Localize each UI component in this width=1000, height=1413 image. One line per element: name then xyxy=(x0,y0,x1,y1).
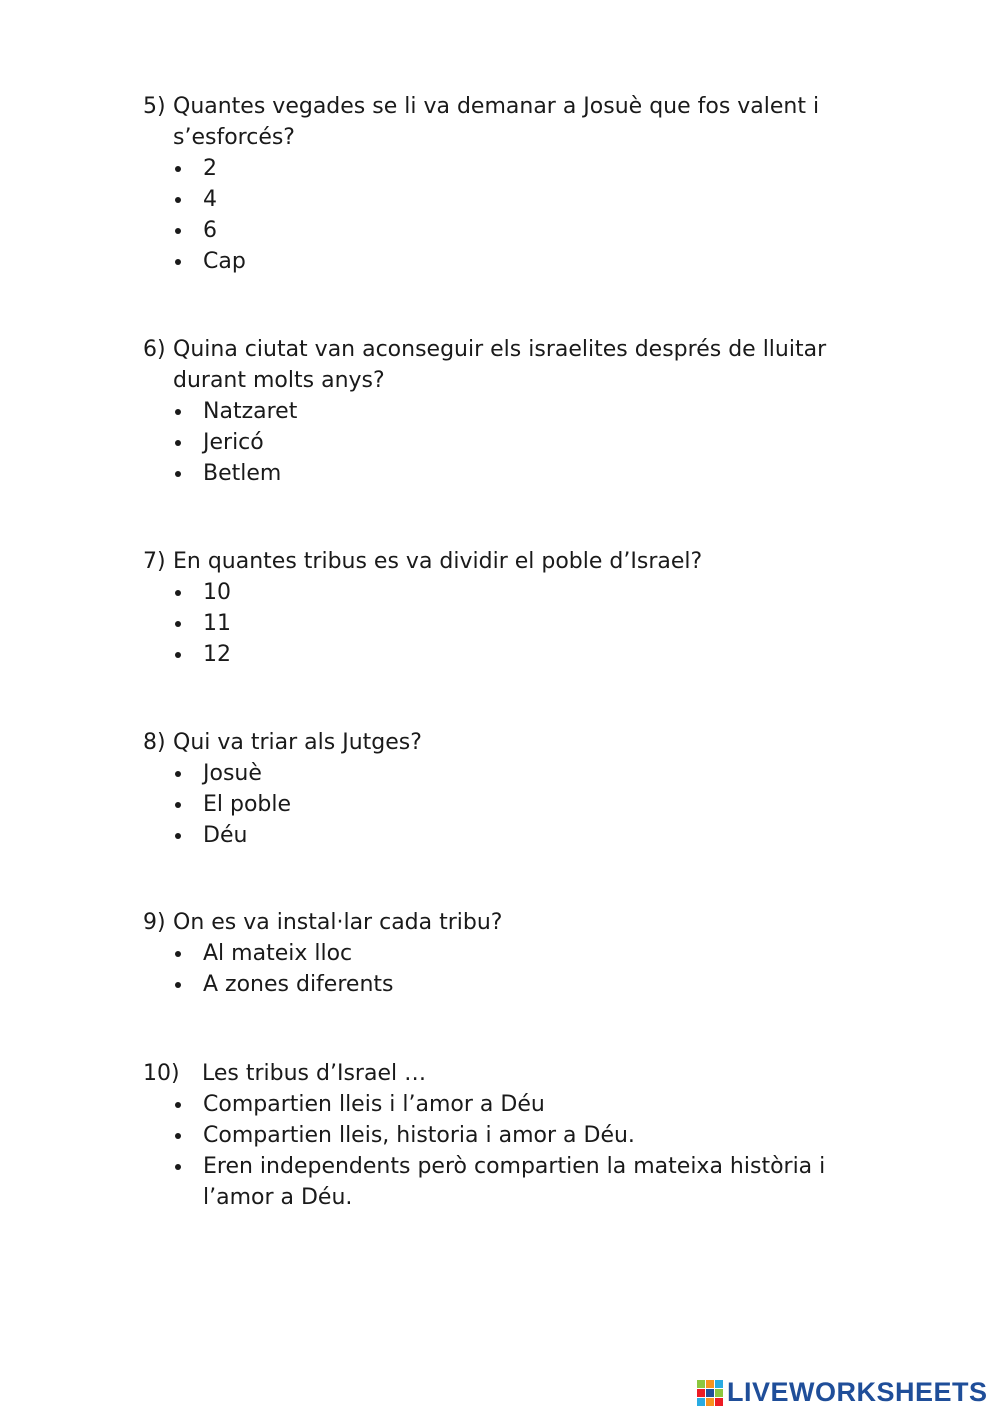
question-number: 9) xyxy=(143,910,166,935)
option-item[interactable]: 4 xyxy=(143,184,883,215)
option-list xyxy=(143,938,883,1000)
question-9 xyxy=(143,907,883,1000)
option-item[interactable]: El poble xyxy=(143,789,883,820)
question-number: 5) xyxy=(143,94,166,119)
question-text: Qui va triar als Jutges? xyxy=(173,730,422,755)
liveworksheets-logo-icon xyxy=(697,1380,723,1406)
option-item[interactable]: Compartien lleis i l’amor a Déu xyxy=(143,1089,883,1120)
question-text: Les tribus d’Israel … xyxy=(202,1061,427,1086)
option-item[interactable]: 11 xyxy=(143,608,883,639)
option-list xyxy=(143,396,883,489)
option-item[interactable]: A zones diferents xyxy=(143,969,883,1000)
question-text: Quina ciutat van aconseguir els israelites després de lluitar durant molts anys? xyxy=(173,337,827,393)
option-list xyxy=(143,577,883,670)
option-item[interactable]: Natzaret xyxy=(143,396,883,427)
question-10 xyxy=(143,1058,883,1213)
option-item[interactable]: Cap xyxy=(143,246,883,277)
question-number: 10) xyxy=(143,1061,180,1086)
question-text: En quantes tribus es va dividir el poble d’Israel? xyxy=(173,549,703,574)
option-item[interactable]: 12 xyxy=(143,639,883,670)
option-list xyxy=(143,1089,883,1213)
brand-name: LIVEWORKSHEETS xyxy=(727,1377,988,1407)
option-item[interactable]: 6 xyxy=(143,215,883,246)
option-item[interactable]: 2 xyxy=(143,153,883,184)
option-item[interactable]: Jericó xyxy=(143,427,883,458)
option-item[interactable]: Josuè xyxy=(143,758,883,789)
question-5 xyxy=(143,91,883,277)
question-number: 7) xyxy=(143,549,166,574)
option-item[interactable]: Déu xyxy=(143,820,883,851)
question-text: On es va instal·lar cada tribu? xyxy=(173,910,503,935)
question-text: Quantes vegades se li va demanar a Josuè que fos valent i s’esforcés? xyxy=(173,94,820,150)
question-7 xyxy=(143,546,883,670)
liveworksheets-brand[interactable] xyxy=(697,1377,988,1408)
question-number: 8) xyxy=(143,730,166,755)
option-item[interactable]: Eren independents però compartien la mateixa història i l’amor a Déu. xyxy=(143,1151,883,1213)
option-item[interactable]: Al mateix lloc xyxy=(143,938,883,969)
option-item[interactable]: Betlem xyxy=(143,458,883,489)
option-list xyxy=(143,153,883,277)
option-list xyxy=(143,758,883,851)
option-item[interactable]: 10 xyxy=(143,577,883,608)
question-8 xyxy=(143,727,883,851)
question-number: 6) xyxy=(143,337,166,362)
option-item[interactable]: Compartien lleis, historia i amor a Déu. xyxy=(143,1120,883,1151)
question-6 xyxy=(143,334,883,489)
